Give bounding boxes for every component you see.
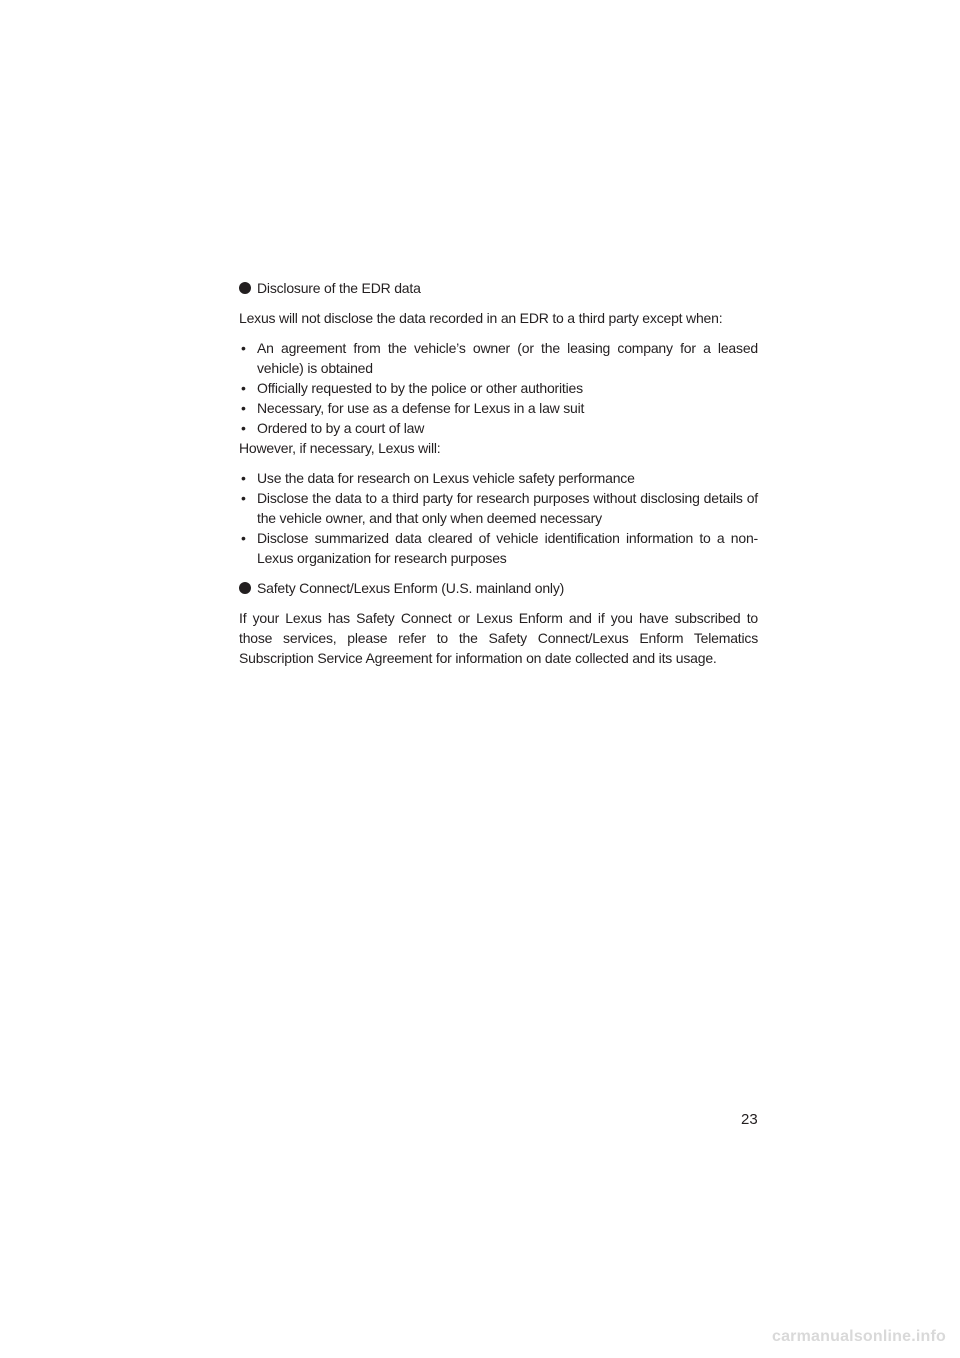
bullet-circle-icon xyxy=(239,582,251,594)
list-item xyxy=(239,488,758,528)
bullet-glyph: • xyxy=(241,490,246,506)
lexus-usage-list xyxy=(239,468,758,568)
list-item-text: Ordered to by a court of law xyxy=(257,420,425,436)
bullet-glyph: • xyxy=(241,420,246,436)
spacer xyxy=(239,568,758,578)
intro-paragraph: Lexus will not disclose the data recorded in an EDR to a third party except when: xyxy=(239,310,723,326)
bullet-glyph: • xyxy=(241,470,246,486)
list-item-text: Officially requested to by the police or other authorities xyxy=(257,380,583,396)
section-heading-safety-connect xyxy=(239,578,758,598)
list-item-text: An agreement from the vehicle’s owner (or the leasing company for a leased vehicle) is obtained xyxy=(257,340,758,376)
safety-connect-paragraph: If your Lexus has Safety Connect or Lexus Enform and if you have subscribed to those services, please refer to the Safety Connect/Lexus Enform Telematics Subscription Service Agreement for information on date collected and its usage. xyxy=(239,610,758,666)
list-item-text: Disclose the data to a third party for research purposes without disclosing details of the vehicle owner, and that only when deemed necessary xyxy=(257,490,758,526)
page-content xyxy=(239,278,758,678)
list-item xyxy=(239,468,758,488)
disclosure-exceptions-list xyxy=(239,338,758,438)
list-item xyxy=(239,398,758,418)
heading-text: Safety Connect/Lexus Enform (U.S. mainland only) xyxy=(257,580,565,596)
list-item xyxy=(239,338,758,378)
bullet-glyph: • xyxy=(241,400,246,416)
page-number: 23 xyxy=(741,1111,758,1128)
list-item-text: Disclose summarized data cleared of vehicle identification information to a non-Lexus organization for research purposes xyxy=(257,530,758,566)
bullet-circle-icon xyxy=(239,282,251,294)
list-item-text: Use the data for research on Lexus vehicle safety performance xyxy=(257,470,635,486)
section-heading-edr-disclosure xyxy=(239,278,758,298)
watermark: carmanualsonline.info xyxy=(771,1328,946,1345)
bullet-glyph: • xyxy=(241,340,246,356)
bullet-glyph: • xyxy=(241,530,246,546)
heading-text: Disclosure of the EDR data xyxy=(257,280,421,296)
list-item xyxy=(239,418,758,438)
list-item-text: Necessary, for use as a defense for Lexus in a law suit xyxy=(257,400,585,416)
however-paragraph: However, if necessary, Lexus will: xyxy=(239,440,441,456)
bullet-glyph: • xyxy=(241,380,246,396)
list-item xyxy=(239,378,758,398)
list-item xyxy=(239,528,758,568)
